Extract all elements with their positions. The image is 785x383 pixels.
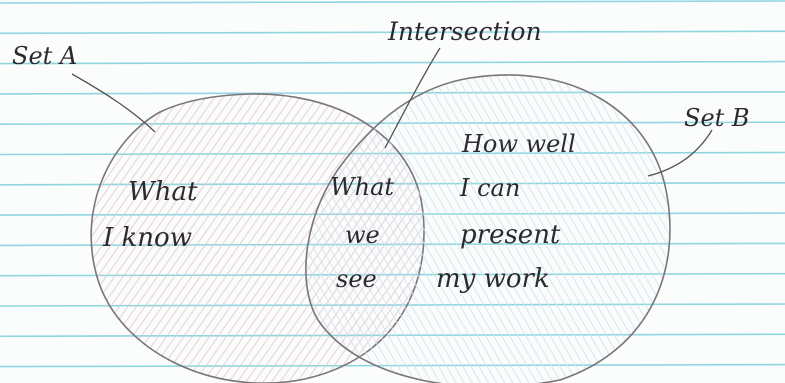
rule-line (0, 92, 785, 94)
rule-line (0, 62, 785, 64)
set-b-text-line2: I can (460, 174, 521, 202)
intersection-text-line2: we (345, 221, 380, 249)
set-a-text-line1: What (128, 177, 198, 207)
rule-line (0, 1, 785, 3)
intersection-label: Intersection (388, 17, 542, 46)
set-b-text-line3: present (460, 220, 561, 250)
intersection-text-line3: see (336, 265, 377, 293)
intersection-text-line1: What (330, 173, 395, 201)
set-b-label: Set B (684, 104, 750, 132)
set-b-text-line1: How well (462, 130, 576, 158)
set-a-label: Set A (12, 42, 78, 70)
set-a-text-line2: I know (103, 223, 192, 253)
set-b-text-line4: my work (436, 264, 550, 294)
